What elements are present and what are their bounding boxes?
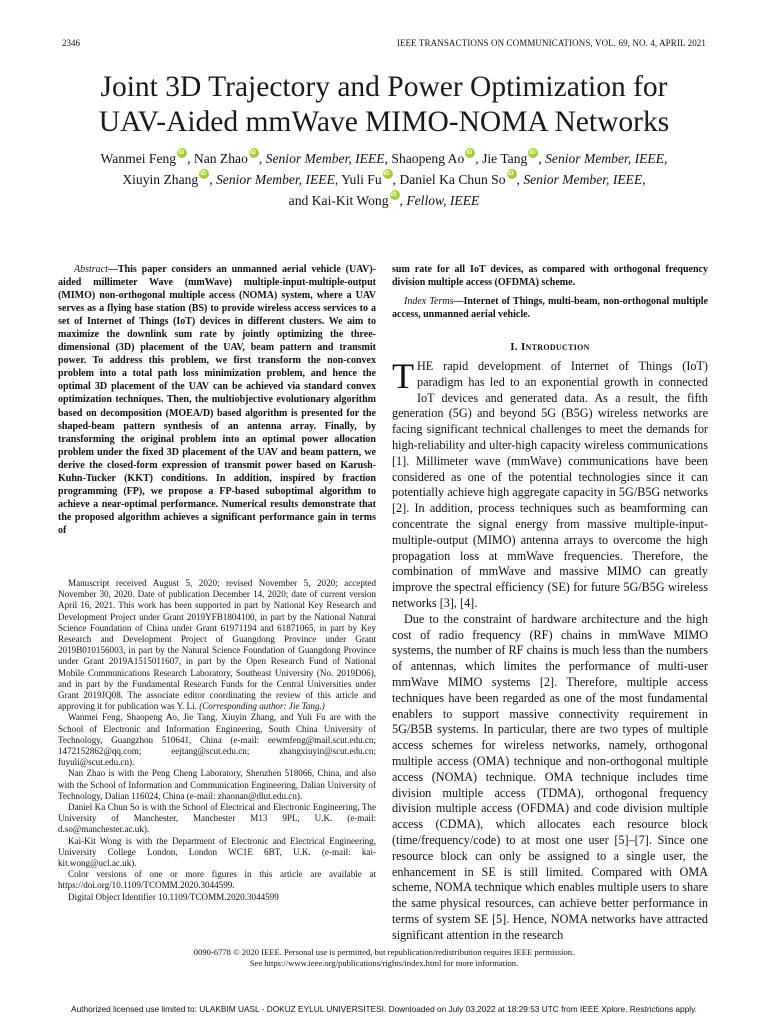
license-notice: Authorized licensed use limited to: ULAKBIM UASL - DOKUZ EYLUL UNIVERSITESI. Downloaded on July 03,2022 at 18:29:53 UTC from IEEE Xplore. Restrictions apply. — [71, 1004, 697, 1014]
introduction-body — [392, 356, 708, 943]
footnote-affiliation: Kai-Kit Wong is with the Department of Electronic and Electrical Engineering, University College London, London WC1E 6BT, U.K. (e-mail: kai-kit.wong@ucl.ac.uk). — [58, 835, 376, 869]
paragraph — [392, 356, 708, 612]
footnote-doi: Digital Object Identifier 10.1109/TCOMM.2020.3044599 — [68, 891, 279, 902]
author-role: Senior Member, IEEE — [265, 151, 385, 166]
author-role: Senior Member, IEEE — [545, 151, 665, 166]
author-role: Senior Member, IEEE — [523, 172, 643, 187]
footnote-color-versions: Color versions of one or more figures in this article are available at https://doi.org/10.1109/TCOMM.2020.3044599. — [58, 869, 376, 891]
left-column — [58, 263, 376, 537]
section-title: Introduction — [520, 341, 590, 353]
author-list: Wanmei FengiD , Nan ZhaoiD , Senior Member, IEEE, Shaopeng AoiD , Jie TangiD , Senior Member, IEEE, Xiuyin ZhangiD , Senior Member, IEEE, Yuli FuiD , Daniel Ka Chun SoiD , Senior Member, IEEE, and Kai-Kit WongiD , Fellow, IEEE — [70, 148, 698, 211]
corresponding-author: (Corresponding author: Jie Tang.) — [199, 701, 325, 712]
author-name: Jie Tang — [482, 151, 528, 166]
author-name: Nan Zhao — [193, 151, 248, 166]
index-terms-label: Index Terms — [404, 296, 454, 307]
title-line-2: UAV-Aided mmWave MIMO-NOMA Networks — [98, 106, 670, 138]
copyright-notice — [40, 947, 728, 969]
abstract-continued: sum rate for all IoT devices, as compared with orthogonal frequency division multiple access (OFDMA) scheme. — [392, 264, 708, 288]
author-name: Yuli Fu — [341, 172, 382, 187]
footnote-affiliation: Wanmei Feng, Shaopeng Ao, Jie Tang, Xiuyin Zhang, and Yuli Fu are with the School of Electronic and Information Engineering, South China University of Technology, Guangzhou 510641, China (e-mail: eewmfeng@mail.scut.edu.cn; 1472152862@qq.com; eejtang@scut.edu.cn; zhangxiuyin@scut.edu.cn; fuyuli@scut.edu.cn). — [58, 712, 376, 768]
index-terms — [392, 295, 708, 321]
orcid-icon[interactable] — [177, 148, 187, 158]
orcid-icon[interactable] — [465, 148, 475, 158]
orcid-icon[interactable] — [383, 169, 393, 179]
paper-title — [40, 70, 728, 140]
author-name: Xiuyin Zhang — [122, 172, 199, 187]
author-role: Fellow, IEEE — [406, 193, 480, 208]
title-line-1: Joint 3D Trajectory and Power Optimization for — [100, 71, 668, 103]
index-terms-text: Internet of Things, multi-beam, non-orthogonal multiple access, unmanned aerial vehicle. — [392, 296, 708, 320]
index-terms-dash: — — [453, 296, 464, 307]
orcid-icon[interactable] — [390, 190, 400, 200]
abstract-label: Abstract — [74, 264, 108, 275]
abstract-dash: — — [107, 264, 118, 275]
footnote-affiliation: Daniel Ka Chun So is with the School of Electrical and Electronic Engineering, The University of Manchester, Manchester M13 9PL, U.K. (e-mail: d.so@manchester.ac.uk). — [58, 802, 376, 835]
orcid-icon[interactable] — [249, 148, 259, 158]
footnote-text: Manuscript received August 5, 2020; revised November 5, 2020; accepted November 30, 2020. Date of publication December 14, 2020; date of current version April 16, 2021. This work has been supported in part by National Key Research and Development Project under Grant 2019YFB1804100, in part by the National Natural Science Foundation of China under Grant 61971194 and 61871065, in part by Key Research and Development Project of Guangdong Province under Grant 2019B010156003, in part by the Natural Science Foundation of Guangdong Province under Grant 2019A1515011607, in part by the Open Research Fund of National Mobile Communications Research Laboratory, Southeast University (No. 2019D06), and in part by the Fundamental Research Funds for the Central Universities under Grant 2019JQ08. The associate editor coordinating the review of this article and approving it for publication was Y. Li. — [58, 578, 376, 712]
right-column — [392, 263, 708, 943]
author-role: Senior Member, IEEE — [216, 172, 335, 187]
copyright-line: 0090-6778 © 2020 IEEE. Personal use is permitted, but republication/redistribution requires IEEE permission. — [193, 947, 575, 957]
page-number: 2346 — [62, 38, 80, 48]
copyright-link-line[interactable]: See https://www.ieee.org/publications/rights/index.html for more information. — [249, 958, 519, 968]
drop-cap: T — [392, 356, 414, 396]
footnote-manuscript — [58, 578, 376, 712]
orcid-icon[interactable] — [528, 148, 538, 158]
author-name: Shaopeng Ao — [391, 151, 465, 166]
footnote-affiliation: Nan Zhao is with the Peng Cheng Laboratory, Shenzhen 518066, China, and also with the School of Information and Communication Engineering, Dalian University of Technology, Dalian 116024, China (e-mail: zhaonan@dlut.edu.cn). — [58, 768, 376, 801]
paragraph: Due to the constraint of hardware architecture and the high cost of radio frequency (RF) chains in mmWave MIMO systems, the number of RF chains is much less than the numbers of antennas, which limites the performance of multi-user mmWave MIMO systems [2]. Therefore, multiple access techniques have been regarded as one of the most fundamental enablers to support massive connectivity requirement in 5G/B5B systems. In particular, there are two types of multiple access schemes for wireless networks, namely, orthogonal multiple access (OMA) technique and non-orthogonal multiple access (NOMA) technique. OMA technique includes time division multiple access (TDMA), orthogonal frequency division multiple access (OFDMA) and code division multiple access (CDMA), which allocates each resource block (time/frequency/code) to at most one user [5]–[7]. Since one resource block can only be assigned to a single user, the enhancement in SE is still limited. Compared with OMA scheme, NOMA technique which enables multiple users to share the same physical resources, can achieve better performance in terms of system SE [5]. Hence, NOMA networks have attracted significant attention in the research — [392, 611, 708, 942]
author-name: Kai-Kit Wong — [311, 193, 389, 208]
footnotes — [58, 578, 376, 903]
abstract — [58, 263, 376, 537]
orcid-icon[interactable] — [199, 169, 209, 179]
journal-header: IEEE TRANSACTIONS ON COMMUNICATIONS, VOL. 69, NO. 4, APRIL 2021 — [396, 38, 706, 48]
abstract-text: This paper considers an unmanned aerial vehicle (UAV)-aided millimeter Wave (mmWave) multiple-input-multiple-output (MIMO) non-orthogonal multiple access (NOMA) system, where a UAV serves as a flying base station (BS) to provide wireless access services to a set of Internet of Things (IoT) devices in different clusters. We aim to maximize the downlink sum rate by jointly optimizing the three-dimensional (3D) placement of the UAV, beam pattern and transmit power. To address this problem, we first transform the non-convex problem into a total path loss minimization problem, and hence the optimal 3D placement of the UAV can be achieved via standard convex optimization techniques. Then, the multiobjective evolutionary algorithm based on decomposition (MOEA/D) based algorithm is presented for the shaped-beam pattern synthesis of an antenna array. Finally, by transforming the original problem into an optimal power allocation problem under the fixed 3D placement of the UAV and beam pattern, we derive the closed-form expression of transmit power based on Karush-Kuhn-Tucker (KKT) conditions. In addition, inspired by fraction programming (FP), we propose a FP-based suboptimal algorithm to achieve a near-optimal performance. Numerical results demonstrate that the proposed algorithm achieves a significant performance gain in terms of — [58, 264, 376, 536]
author-name: Daniel Ka Chun So — [399, 172, 506, 187]
orcid-icon[interactable] — [507, 169, 517, 179]
paragraph-text: HE rapid development of Internet of Things (IoT) paradigm has led to an exponential growth in connected IoT devices and generated data. As a result, the fifth generation (5G) and beyond 5G (B5G) wireless networks are facing significant technical challenges to meet the demands for high-reliability and ulter-high capacity wireless communications [1]. Millimeter wave (mmWave) communications have been considered as one of the potential technologies since it can potentially achieve high aggregate capacity in 5G/B5G networks [2]. In addition, process techniques such as beamforming can concentrate the signal energy from massive multiple-input-multiple-output (MIMO) antenna arrays to overcome the high propagation loss at mmWave frequencies. Therefore, the combination of mmWave and massive MIMO can greatly improve the spectral efficiency (SE) for future 5G/B5G wireless networks [3], [4]. — [392, 359, 708, 610]
section-numeral: I. — [510, 341, 521, 353]
section-heading — [392, 341, 708, 353]
author-name: Wanmei Feng — [100, 151, 177, 166]
author-conjunction: and — [288, 193, 309, 208]
